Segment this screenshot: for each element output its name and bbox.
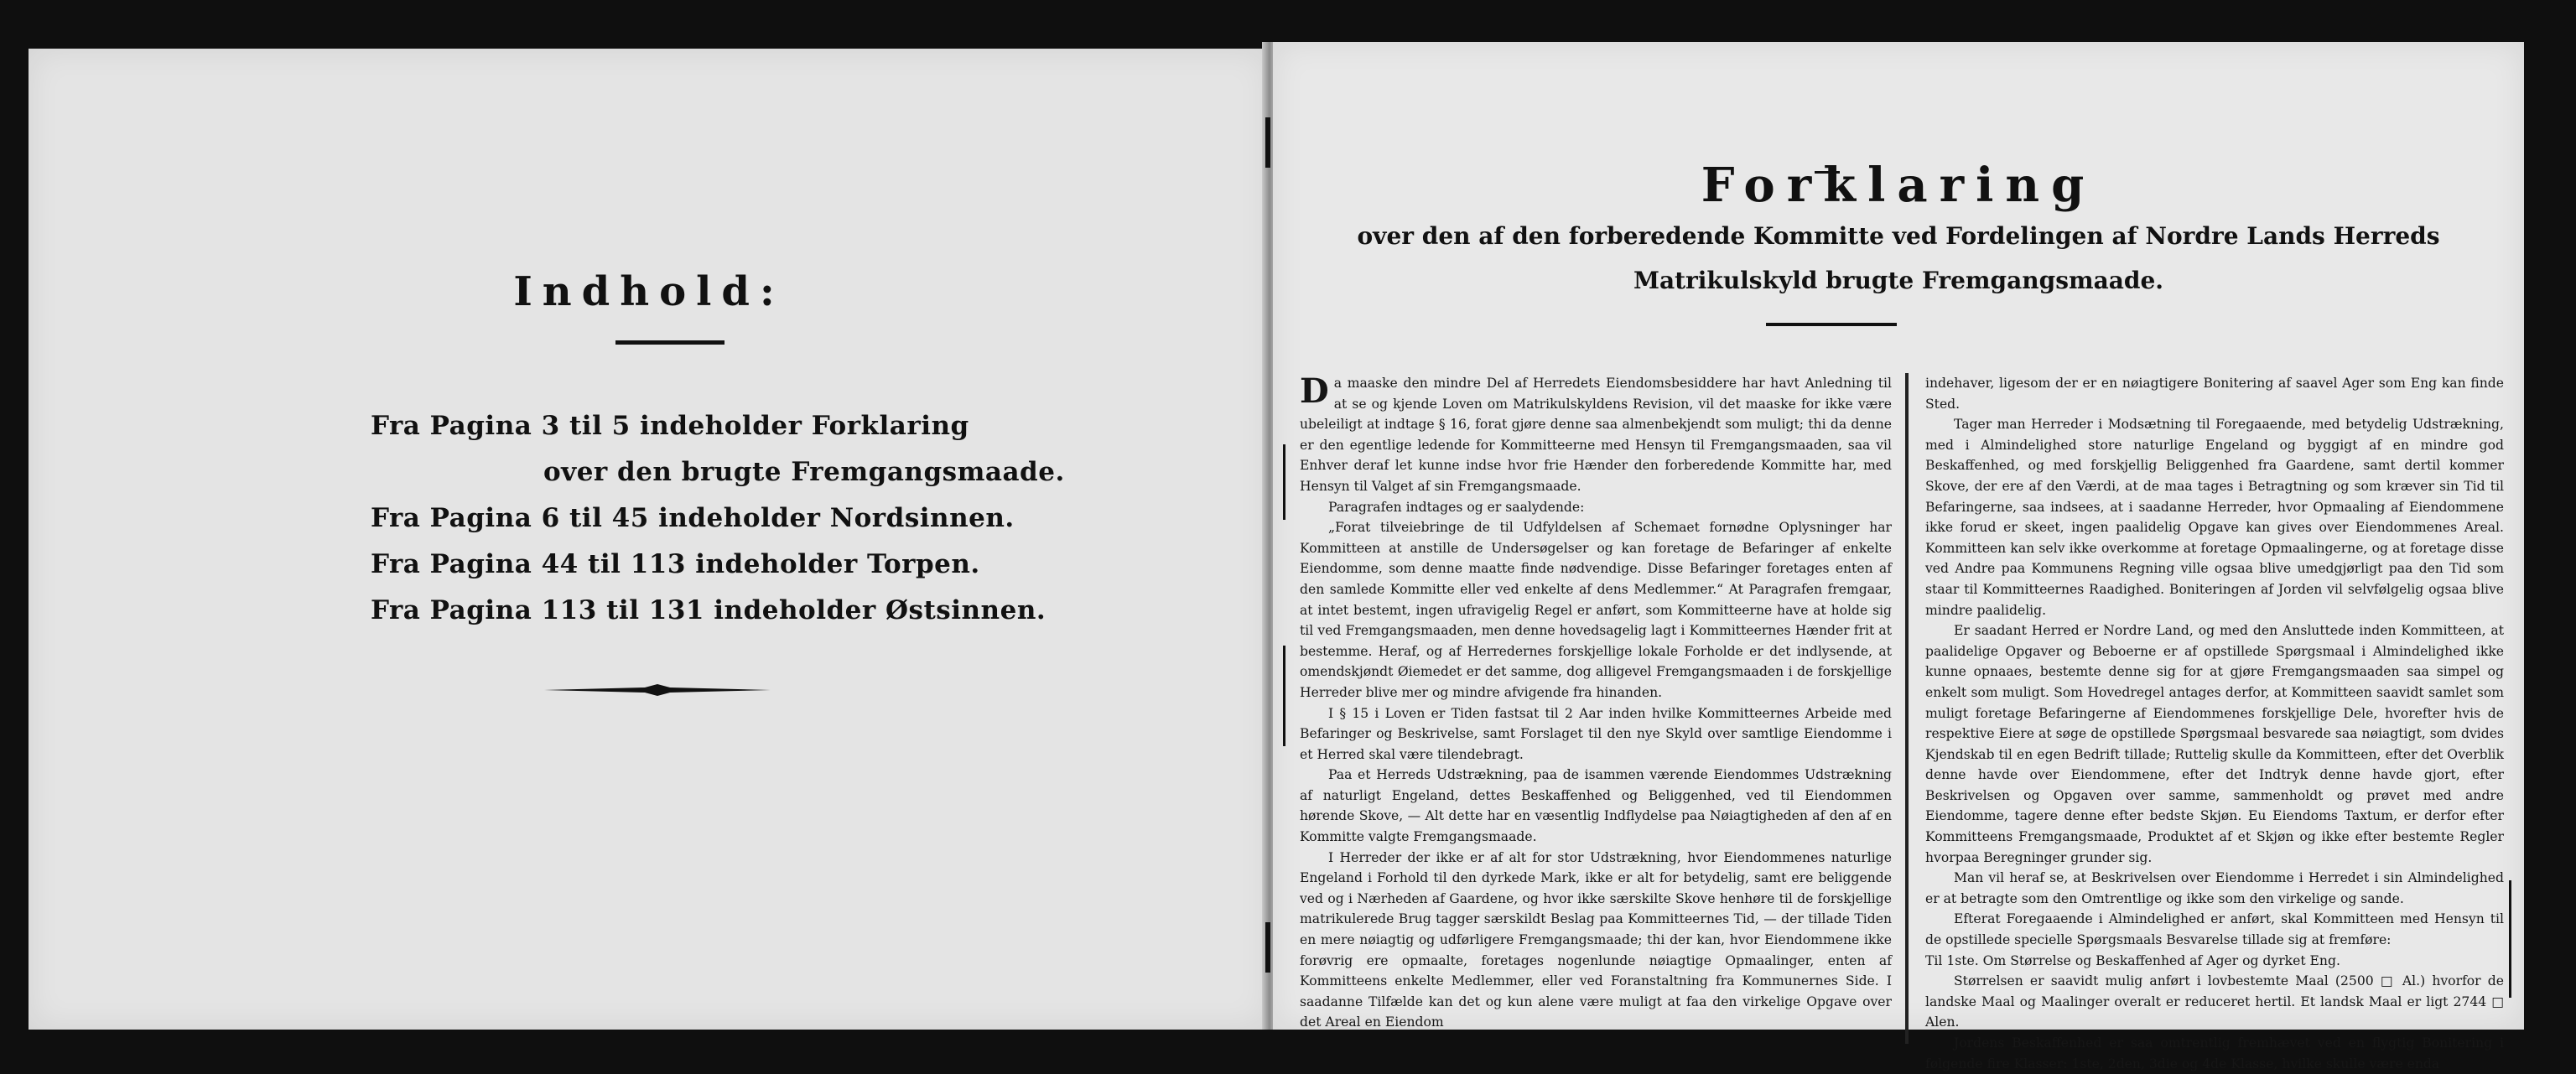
- toc-line-5: Fra Pagina 113 til 131 indeholder Østsinnen.: [371, 595, 1046, 625]
- paragraph: Man vil heraf se, at Beskrivelsen over Eiendomme i Herredet i sin Almindelighed er at betragte som den Omtrentlige og ikke som den virkelige og sande.: [1925, 870, 2504, 906]
- title-rule: [615, 340, 724, 345]
- text-column-left: [1300, 373, 1892, 1029]
- paragraph: Til 1ste. Om Størrelse og Beskaffenhed af Ager og dyrket Eng.: [1925, 952, 2340, 968]
- right-page: [1273, 42, 2524, 1071]
- gutter-mark: [1265, 117, 1270, 168]
- margin-mark: [1283, 444, 1285, 520]
- toc-line-1: Fra Pagina 3 til 5 indeholder Forklaring: [371, 411, 969, 441]
- column-divider: [1905, 373, 1909, 1044]
- toc-title: Indhold:: [513, 268, 785, 315]
- paragraph: Jordens Beskaffenhed er saa omtrentlig fremhævet ved en flygtig Bonitering i følgende fire Klasser: 1ste, 2den, 3die og 4de Klasse, hvilke skulle være enda: [1925, 1035, 2504, 1071]
- toc-line-3: Fra Pagina 6 til 45 indeholder Nordsinnen.: [371, 503, 1015, 533]
- paragraph: Tager man Herreder i Modsætning til Foregaaende, med betydelig Udstrækning, med i Almindelighed store naturlige Engeland og byggigt af en mindre god Beskaffenhed, og med forskjellig Beliggenhed fra Gaardene, samt dertil kommer Skove, der ere af den Værdi, at de maa tages i Betragtning og som kræver sin Tid til Befaringerne, saa indsees, at i saadanne Herreder, hvor Opmaaling af Eiendommene ikke forud er skeet, ingen paalidelig Opgave kan gives over Eiendommenes Areal. Kommitteen kan selv ikke overkomme at foretage Opmaalingerne, og at foretage disse ved Andre paa Kommunens Regning ville ogsaa blive umedgjørligt paa den Tid som staar til Kommitteernes Raadighed. Boniteringen af Jorden vil selvfølgelig ogsaa blive mindre paalidelig.: [1925, 417, 2504, 618]
- paragraph: Paa et Herreds Udstrækning, paa de isammen værende Eiendommes Udstrækning af naturligt Engeland, dettes Beskaffenhed og Beliggenhed, ved til Eiendommen hørende Skove, — Alt dette har en væsentlig Indflydelse paa Nøiagtigheden af den af en Kommitte valgte Fremgangsmaade.: [1300, 767, 1892, 845]
- margin-mark: [1283, 646, 1285, 746]
- paragraph: I § 15 i Loven er Tiden fastsat til 2 Aar inden hvilke Kommitteernes Arbeide med Befaringer og Beskrivelse, samt Forslaget til den nye Skyld over samtlige Eiendomme i et Herred skal være tilendebragt.: [1300, 705, 1892, 762]
- toc-line-4: Fra Pagina 44 til 113 indeholder Torpen.: [371, 549, 980, 579]
- heading-rule: [1766, 323, 1897, 326]
- toc-line-2: over den brugte Fremgangsmaade.: [543, 457, 1065, 487]
- paragraph: Er saadant Herred er Nordre Land, og med den Ansluttede inden Kommitteen, at paalidelige Opgaver og Beboerne er af opstillede Spørgsmaal i Almindelighed ikke kunne opnaaes, bestemte denne sig for at gjøre Fremgangsmaaden saa simpel og enkelt som muligt. Som Hovedregel antages derfor, at Kommitteen saavidt samlet som muligt foretage Befaringerne af Eiendommenes forskjellige Dele, hvorefter hvis de respektive Eiere at søge de opstillede Spørgsmaal besvarede saa nøiagtigt, som dvides Kjendskab til en egen Bedrift tillade; Ruttelig skulle da Kommitteen, efter det Overblik denne havde over Eiendommene, efter det Indtryk denne havde gjort, efter Beskrivelsen og Opgaven over samme, sammenholdt og prøvet med andre Eiendomme, tagere denne efter bedste Skjøn. Eu Eiendoms Taxtum, er derfor efter Kommitteens Fremgangsmaade, Produktet af et Skjøn og ikke efter bestemte Regler hvorpaa Beregninger grunder sig.: [1925, 623, 2504, 865]
- paragraph: Størrelsen er saavidt mulig anført i lovbestemte Maal (2500 □ Al.) hvorfor de landske Maal og Maalinger overalt er reduceret hertil. Et landsk Maal er ligt 2744 □ Alen.: [1925, 973, 2504, 1030]
- subtitle-line-2: Matrikulskyld brugte Fremgangsmaade.: [1633, 267, 2164, 294]
- subtitle-line-1: over den af den forberedende Kommitte ved Fordelingen af Nordre Lands Herreds: [1357, 222, 2440, 250]
- gutter-mark: [1265, 922, 1270, 973]
- paragraph: „Forat tilveiebringe de til Udfyldelsen af Schemaet fornødne Oplysninger har Kommitteen at anstille de Undersøgelser og kan foretage de Befaringer af enkelte Eiendomme, som denne maatte finde nødvendige. Disse Befaringer foretages enten af den samlede Kommitte eller ved enkelte af dens Medlemmer.“ At Paragrafen fremgaar, at intet bestemt, ingen ufravigelig Regel er anført, som Kommitteerne have at holde sig til ved Fremgangsmaaden, men denne hovedsagelig lagt i Kommitteernes Hænder frit at bestemme. Heraf, og af Herredernes forskjellige lokale Forholde er det indlysende, at omendskjøndt Øiemedet er det samme, dog alligevel Fremgangsmaaden i de forskjellige Herreder blive mer og mindre afvigende fra hinanden.: [1300, 520, 1892, 700]
- margin-mark: [2509, 880, 2511, 998]
- paragraph: I Herreder der ikke er af alt for stor Udstrækning, hvor Eiendommenes naturlige Engeland i Forhold til den dyrkede Mark, ikke er alt for betydelig, samt ere beliggende ved og i Nærheden af Gaardene, og hvor ikke særskilte Skove henhøre til de forskjellige matrikulerede Brug tagger særskildt Beslag paa Kommitteernes Tid, — der tillade Tiden en mere nøiagtig og udførligere Fremgangsmaade; thi der kan, hvor Eiendommene ikke forøvrig ere opmaalte, foretages nogenlunde nøiagtige Opmaalinger, enten af Kommitteens enkelte Medlemmer, eller ved Foranstaltning fra Kommunernes Side. I saadanne Tilfælde kan det og kun alene være muligt at faa den virkelige Opgave over det Areal en Eiendom: [1300, 849, 1892, 1030]
- paragraph: indehaver, ligesom der er en nøiagtigere Bonitering af saavel Ager som Eng kan finde Sted.: [1925, 376, 2504, 412]
- text-column-right: [1925, 373, 2504, 1071]
- dropcap: D: [1300, 371, 1329, 411]
- ornament-rule: [544, 684, 771, 696]
- left-page: [29, 49, 1270, 1030]
- paragraph: Paragrafen indtages og er saalydende:: [1328, 499, 1585, 515]
- forklaring-title: Forklaring: [1701, 158, 2096, 213]
- paragraph: a maaske den mindre Del af Herredets Eiendomsbesiddere har havt Anledning til at se og kjende Loven om Matrikulskyldens Revision, vil det maaske for ikke være ubeleiligt at indtage § 16, forat gjøre denne saa almenbekjendt som muligt; thi da denne er den egentlige ledende for Kommitteerne med Hensyn til Fremgangsmaaden, saa vil Enhver deraf let kunne indse hvor frie Hænder den forberedende Kommitte har, med Hensyn til Valget af sin Fremgangsmaade.: [1300, 376, 1892, 494]
- paragraph: Efterat Foregaaende i Almindelighed er anført, skal Kommitteen med Hensyn til de opstillede specielle Spørgsmaals Besvarelse tillade sig at fremføre:: [1925, 911, 2504, 948]
